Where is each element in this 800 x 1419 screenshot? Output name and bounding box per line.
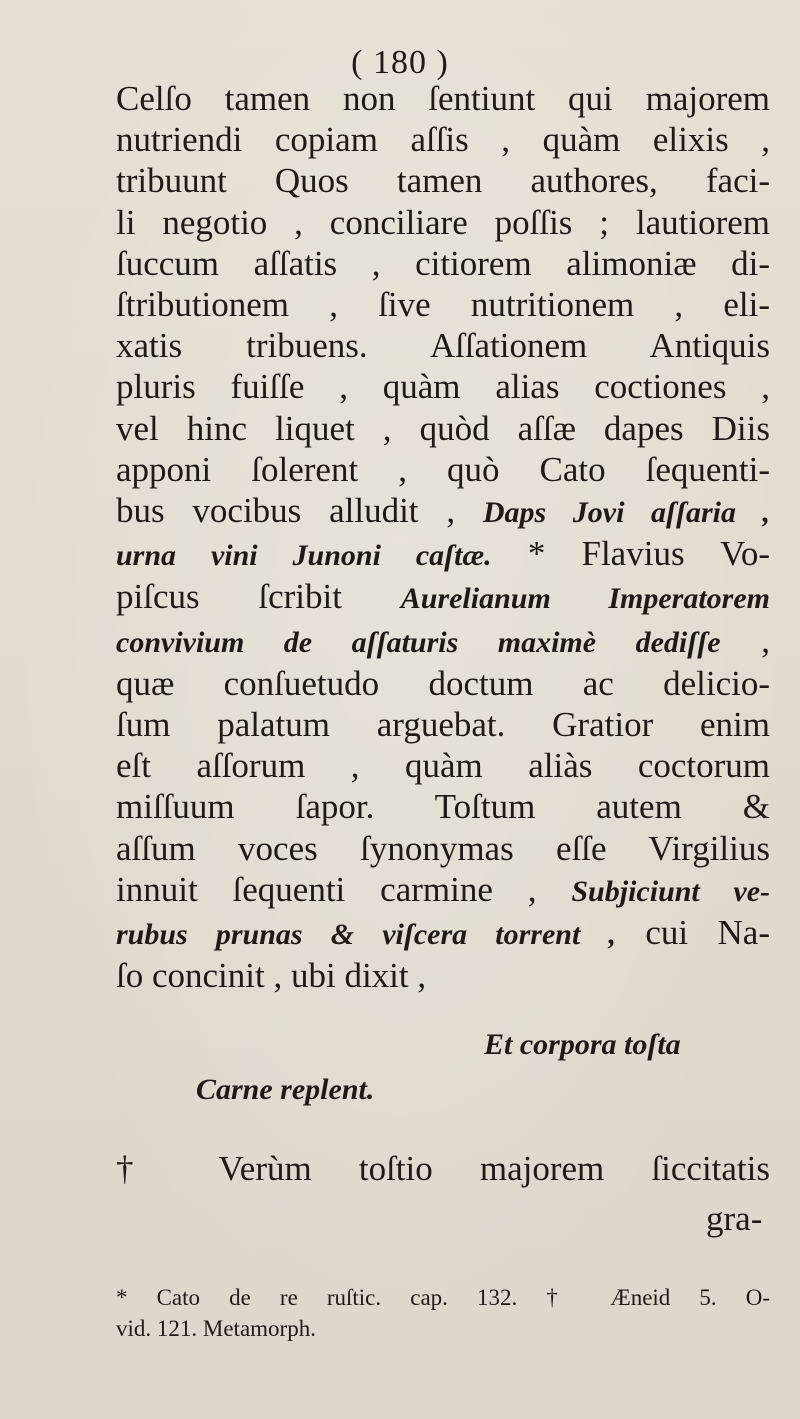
text-line	[116, 576, 770, 619]
quotation-italic: rubus prunas & viſcera torrent ,	[116, 918, 616, 952]
quotation-italic: Daps Jovi aſſaria ,	[482, 496, 770, 530]
text-roman: cui Na-	[645, 913, 770, 953]
verse-line: Et corpora toſta	[484, 1028, 681, 1061]
text-line: eſt aſſorum , quàm aliàs coctorum	[116, 746, 770, 786]
text-roman: * Flavius Vo-	[527, 534, 771, 574]
text-roman: innuit ſequenti carmine ,	[116, 869, 537, 909]
text-line: miſſuum ſapor. Toſtum autem &	[116, 787, 770, 827]
text-line	[116, 869, 770, 912]
page-number: ( 180 )	[351, 44, 449, 81]
text-line: nutriendi copiam aſſis , quàm elixis ,	[116, 120, 770, 160]
text-line: ſuccum aſſatis , citiorem alimoniæ di-	[116, 243, 770, 283]
text-line: li negotio , conciliare poſſis ; lautiorem	[116, 202, 770, 242]
quotation-italic: Subjiciunt ve-	[571, 874, 771, 908]
text-roman: piſcus ſcribit	[116, 577, 342, 617]
footnote-line: vid. 121. Metamorph.	[116, 1316, 316, 1341]
text-line: xatis tribuens. Aſſationem Antiquis	[116, 326, 770, 366]
text-line	[116, 490, 770, 533]
quotation-italic: Aurelianum Imperatorem	[400, 582, 770, 616]
main-text	[116, 78, 770, 996]
resumed-paragraph	[116, 1148, 770, 1190]
footnote: * Cato de re ruſtic. cap. 132.	[116, 1285, 518, 1310]
footnotes	[116, 1282, 770, 1344]
footnote: † Æneid 5. O-	[546, 1285, 770, 1310]
text-line: Celſo tamen non ſentiunt qui majorem	[116, 79, 770, 118]
text-line	[116, 912, 770, 955]
catchword: gra-	[706, 1199, 763, 1238]
text-line: pluris fuiſſe , quàm alias coctiones ,	[116, 367, 770, 407]
text-line: apponi ſolerent , quò Cato ſequenti-	[116, 449, 770, 489]
text-roman: ,	[761, 620, 770, 660]
text-line	[116, 620, 770, 663]
verse-line: Carne replent.	[196, 1073, 375, 1106]
text-line: † Verùm toſtio majorem ſiccitatis	[116, 1149, 770, 1188]
quotation-italic: urna vini Junoni caſtæ.	[116, 539, 492, 573]
text-line: tribuunt Quos tamen authores, faci-	[116, 161, 770, 201]
text-line: ſo concinit , ubi dixit ,	[116, 956, 427, 996]
text-line: aſſum voces ſynonymas eſſe Virgilius	[116, 828, 770, 868]
text-line: ſtributionem , ſive nutritionem , eli-	[116, 285, 770, 325]
text-line: ſum palatum arguebat. Gratior enim	[116, 705, 770, 745]
text-line: vel hinc liquet , quòd aſſæ dapes Diis	[116, 408, 770, 448]
text-roman: bus vocibus alludit ,	[116, 491, 456, 531]
text-line: quæ conſuetudo doctum ac delicio-	[116, 663, 770, 703]
footnote-line	[116, 1282, 770, 1313]
text-line	[116, 533, 770, 576]
quotation-italic: convivium de aſſaturis maximè dediſſe	[116, 625, 721, 659]
